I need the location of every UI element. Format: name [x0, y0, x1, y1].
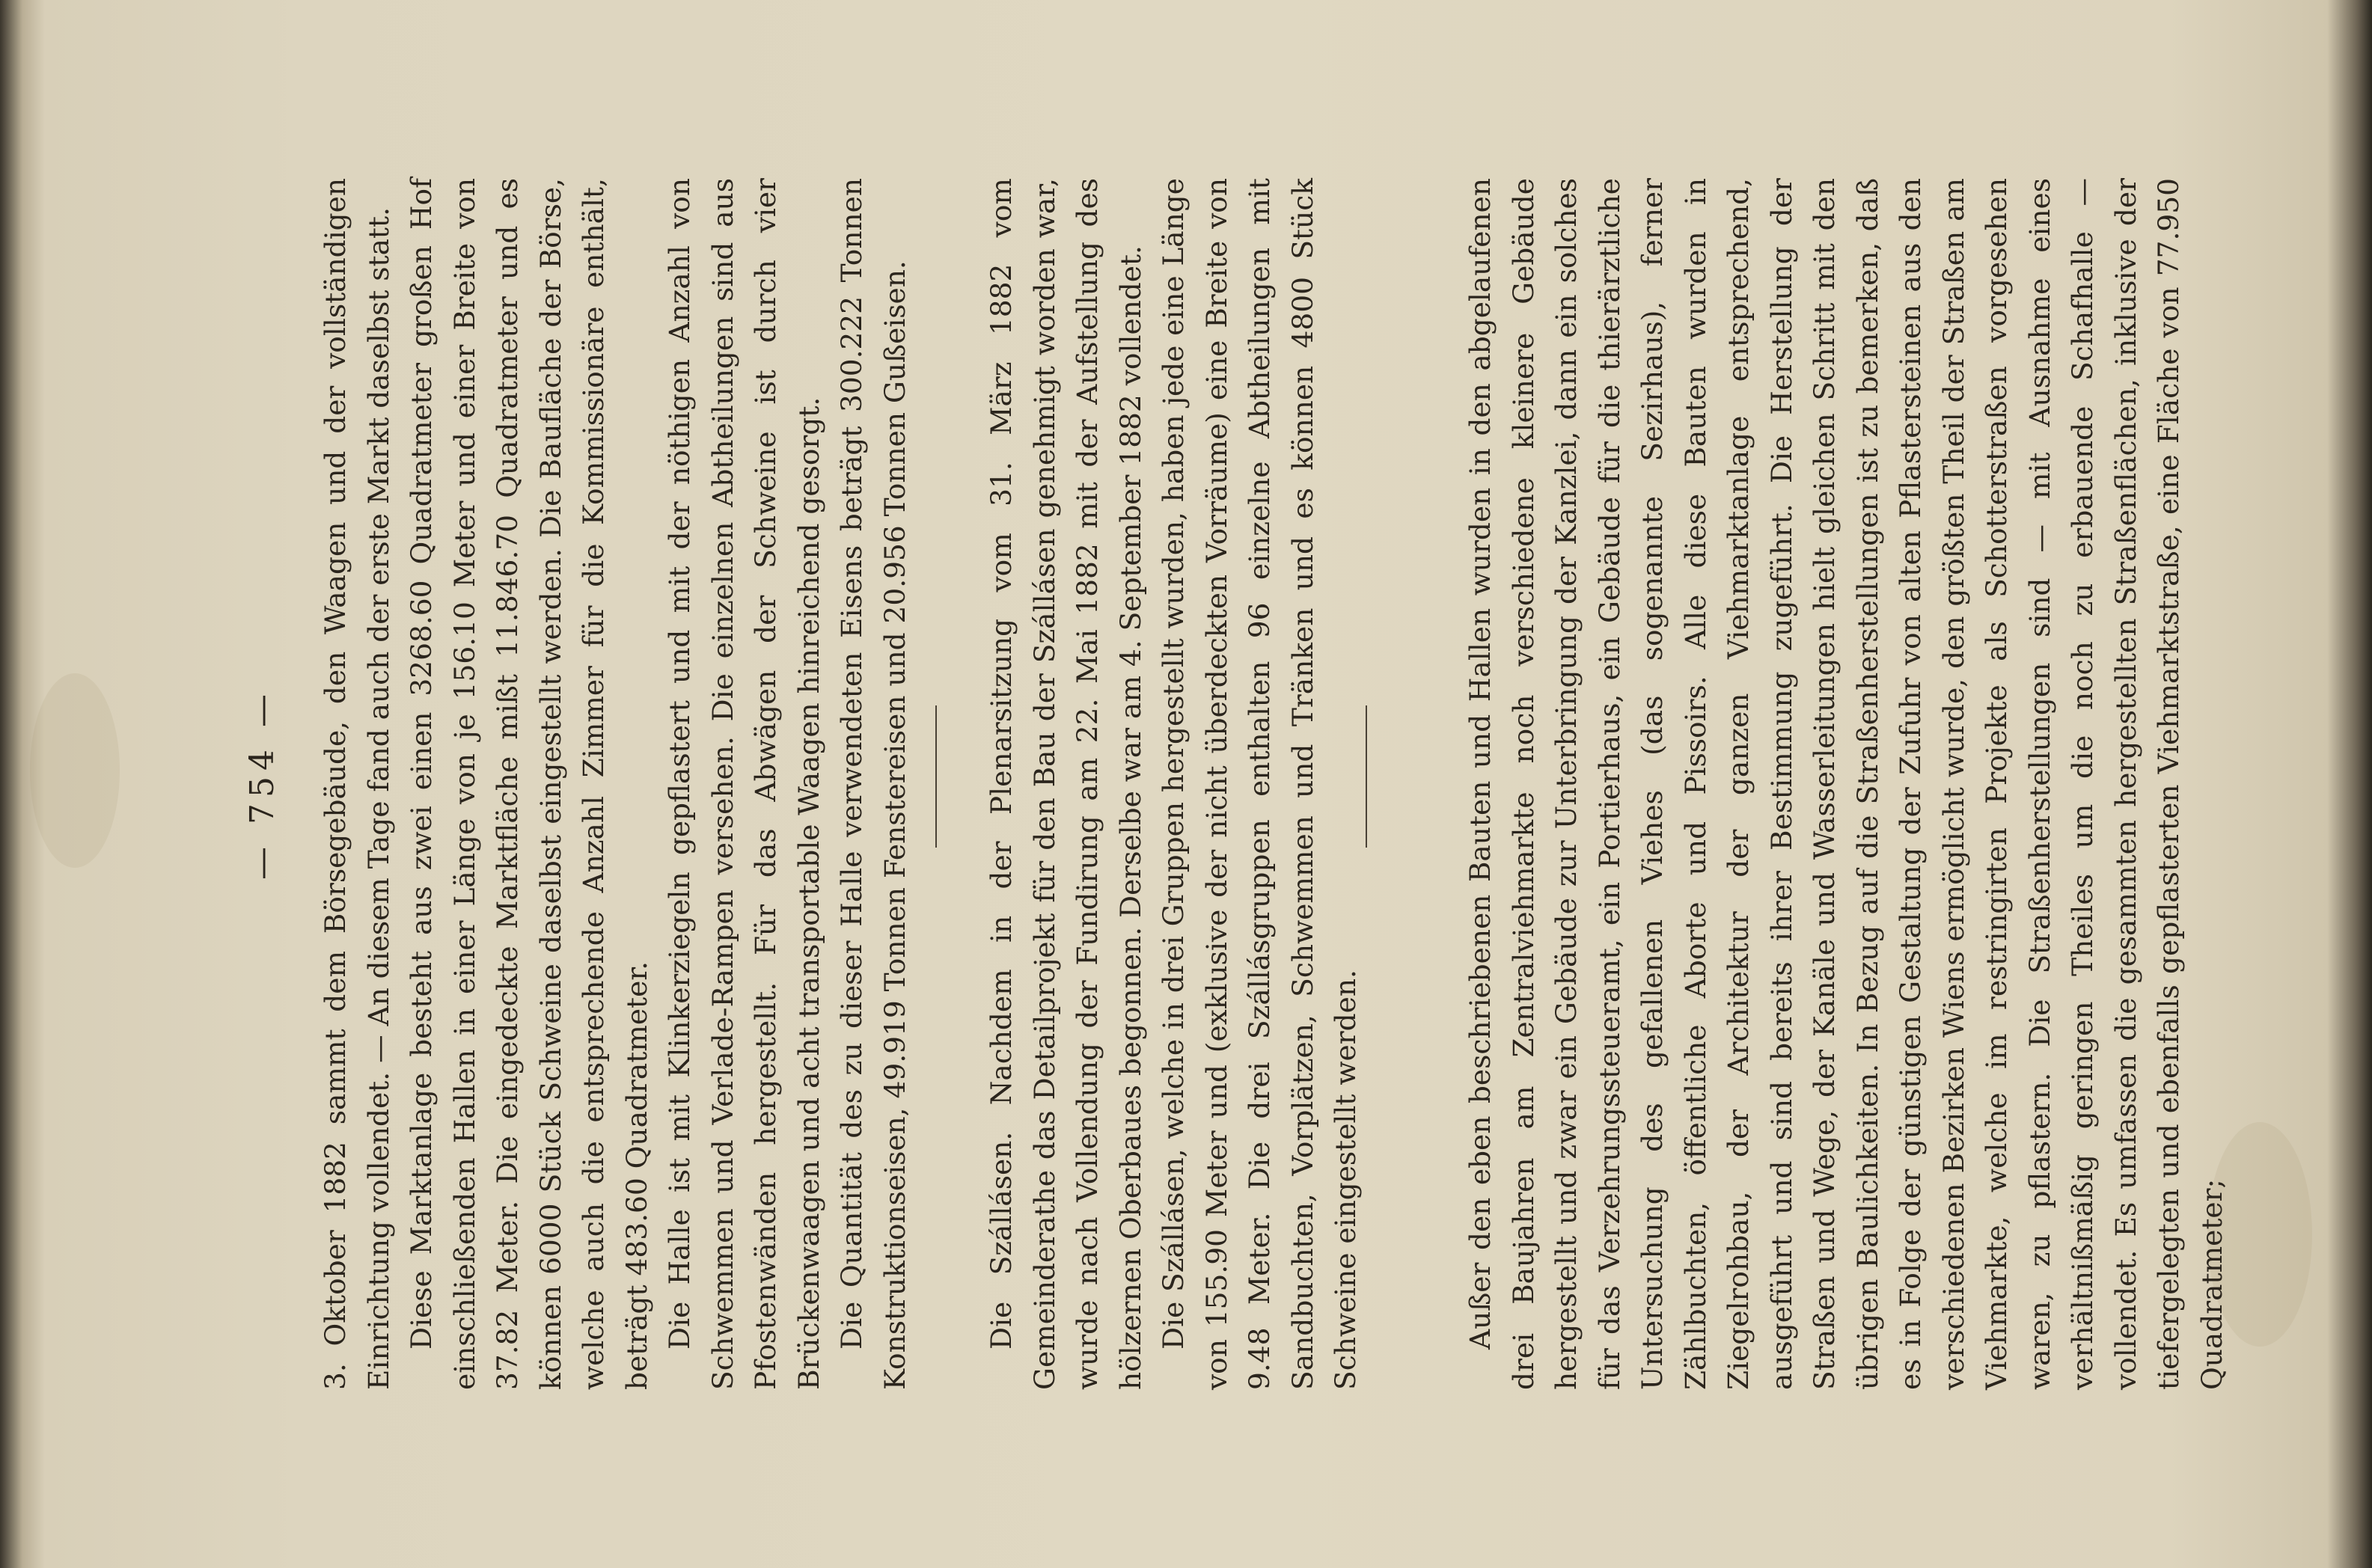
section-divider: [935, 705, 937, 848]
paragraph: 3. Oktober 1882 sammt dem Börsegebäude, den Waagen und der vollständigen Einrichtung vollendet. — An diesem Tage fand auch der erste Markt daselbst statt.: [319, 178, 395, 1390]
section-szallasen: [980, 178, 1368, 1390]
section-other-buildings: [1459, 178, 2234, 1390]
paragraph: Die Szállásen. Nachdem in der Plenarsitzung vom 31. März 1882 vom Gemeinderathe das Detailprojekt für den Bau der Szállásen genehmigt worden war, wurde nach Vollendung der Fundirung am 22. Mai 1882 mit der Aufstellung des hölzernen Oberbaues begonnen. Derselbe war am 4. September 1882 vollendet.: [985, 178, 1147, 1390]
paragraph: Die Quantität des zu dieser Halle verwendeten Eisens beträgt 300.222 Tonnen Konstruktionseisen, 49.919 Tonnen Fenstereisen und 20.956 Tonnen Gußeisen.: [835, 178, 911, 1390]
paragraph: Die Halle ist mit Klinkerziegeln gepflastert und mit der nöthigen Anzahl von Schwemmen und Verlade-Rampen versehen. Die einzelnen Abtheilungen sind aus Pfostenwänden hergestellt. Für das Abwägen der Schweine ist durch vier Brückenwaagen und acht transportable Waagen hinreichend gesorgt.: [663, 178, 825, 1390]
page-number: — 754 —: [243, 688, 281, 880]
paragraph: Die Szállásen, welche in drei Gruppen hergestellt wurden, haben jede eine Länge von 155.90 Meter und (exklusive der nicht überdeckten Vorräume) eine Breite von 9.48 Meter. Die drei Szállásgruppen enthalten 96 einzelne Abtheilungen mit Sandbuchten, Vorplätzen, Schwemmen und Tränken und es können 4800 Stück Schweine eingestellt werden.: [1157, 178, 1362, 1390]
section-market-hall: [314, 178, 917, 1390]
rotated-page: [19, 73, 2353, 1495]
paragraph: Außer den eben beschriebenen Bauten und Hallen wurden in den abgelaufenen drei Baujahren am Zentralviehmarkte noch verschiedene kleinere Gebäude hergestellt und zwar ein Gebäude zur Unterbringung der Kanzlei, dann ein solches für das Verzehrungssteueramt, ein Portierhaus, ein Gebäude für die thierärztliche Untersuchung des gefallenen Viehes (das sogenannte Sezirhaus), ferner Zählbuchten, öffentliche Aborte und Pissoirs. Alle diese Bauten wurden in Ziegelrohbau, der Architektur der ganzen Viehmarktanlage entsprechend, ausgeführt und sind bereits ihrer Bestimmung zugeführt. Die Herstellung der Straßen und Wege, der Kanäle und Wasserleitungen hielt gleichen Schritt mit den übrigen Baulichkeiten. In Bezug auf die Straßenherstellungen ist zu bemerken, daß es in Folge der günstigen Gestaltung der Zufuhr von alten Pflastersteinen aus den verschiedenen Bezirken Wiens ermöglicht wurde, den größten Theil der Straßen am Viehmarkte, welche im restringirten Projekte als Schotterstraßen vorgesehen waren, zu pflastern. Die Straßenherstellungen sind — mit Ausnahme eines verhältnißmäßig geringen Theiles um die noch zu erbauende Schafhalle — vollendet. Es umfassen die gesammten hergestellten Straßenflächen, inklusive der tiefergelegten und ebenfalls gepflasterten Viehmarktstraße, eine Fläche von 77.950 Quadratmeter;: [1464, 178, 2228, 1390]
section-divider: [1366, 705, 1367, 848]
paragraph: Diese Marktanlage besteht aus zwei einen 3268.60 Quadratmeter großen Hof einschließenden Hallen in einer Länge von je 156.10 Meter und einer Breite von 37.82 Meter. Die eingedeckte Marktfläche mißt 11.846.70 Quadratmeter und es können 6000 Stück Schweine daselbst eingestellt werden. Die Baufläche der Börse, welche auch die entsprechende Anzahl Zimmer für die Kommissionäre enthält, beträgt 483.60 Quadratmeter.: [405, 178, 653, 1390]
